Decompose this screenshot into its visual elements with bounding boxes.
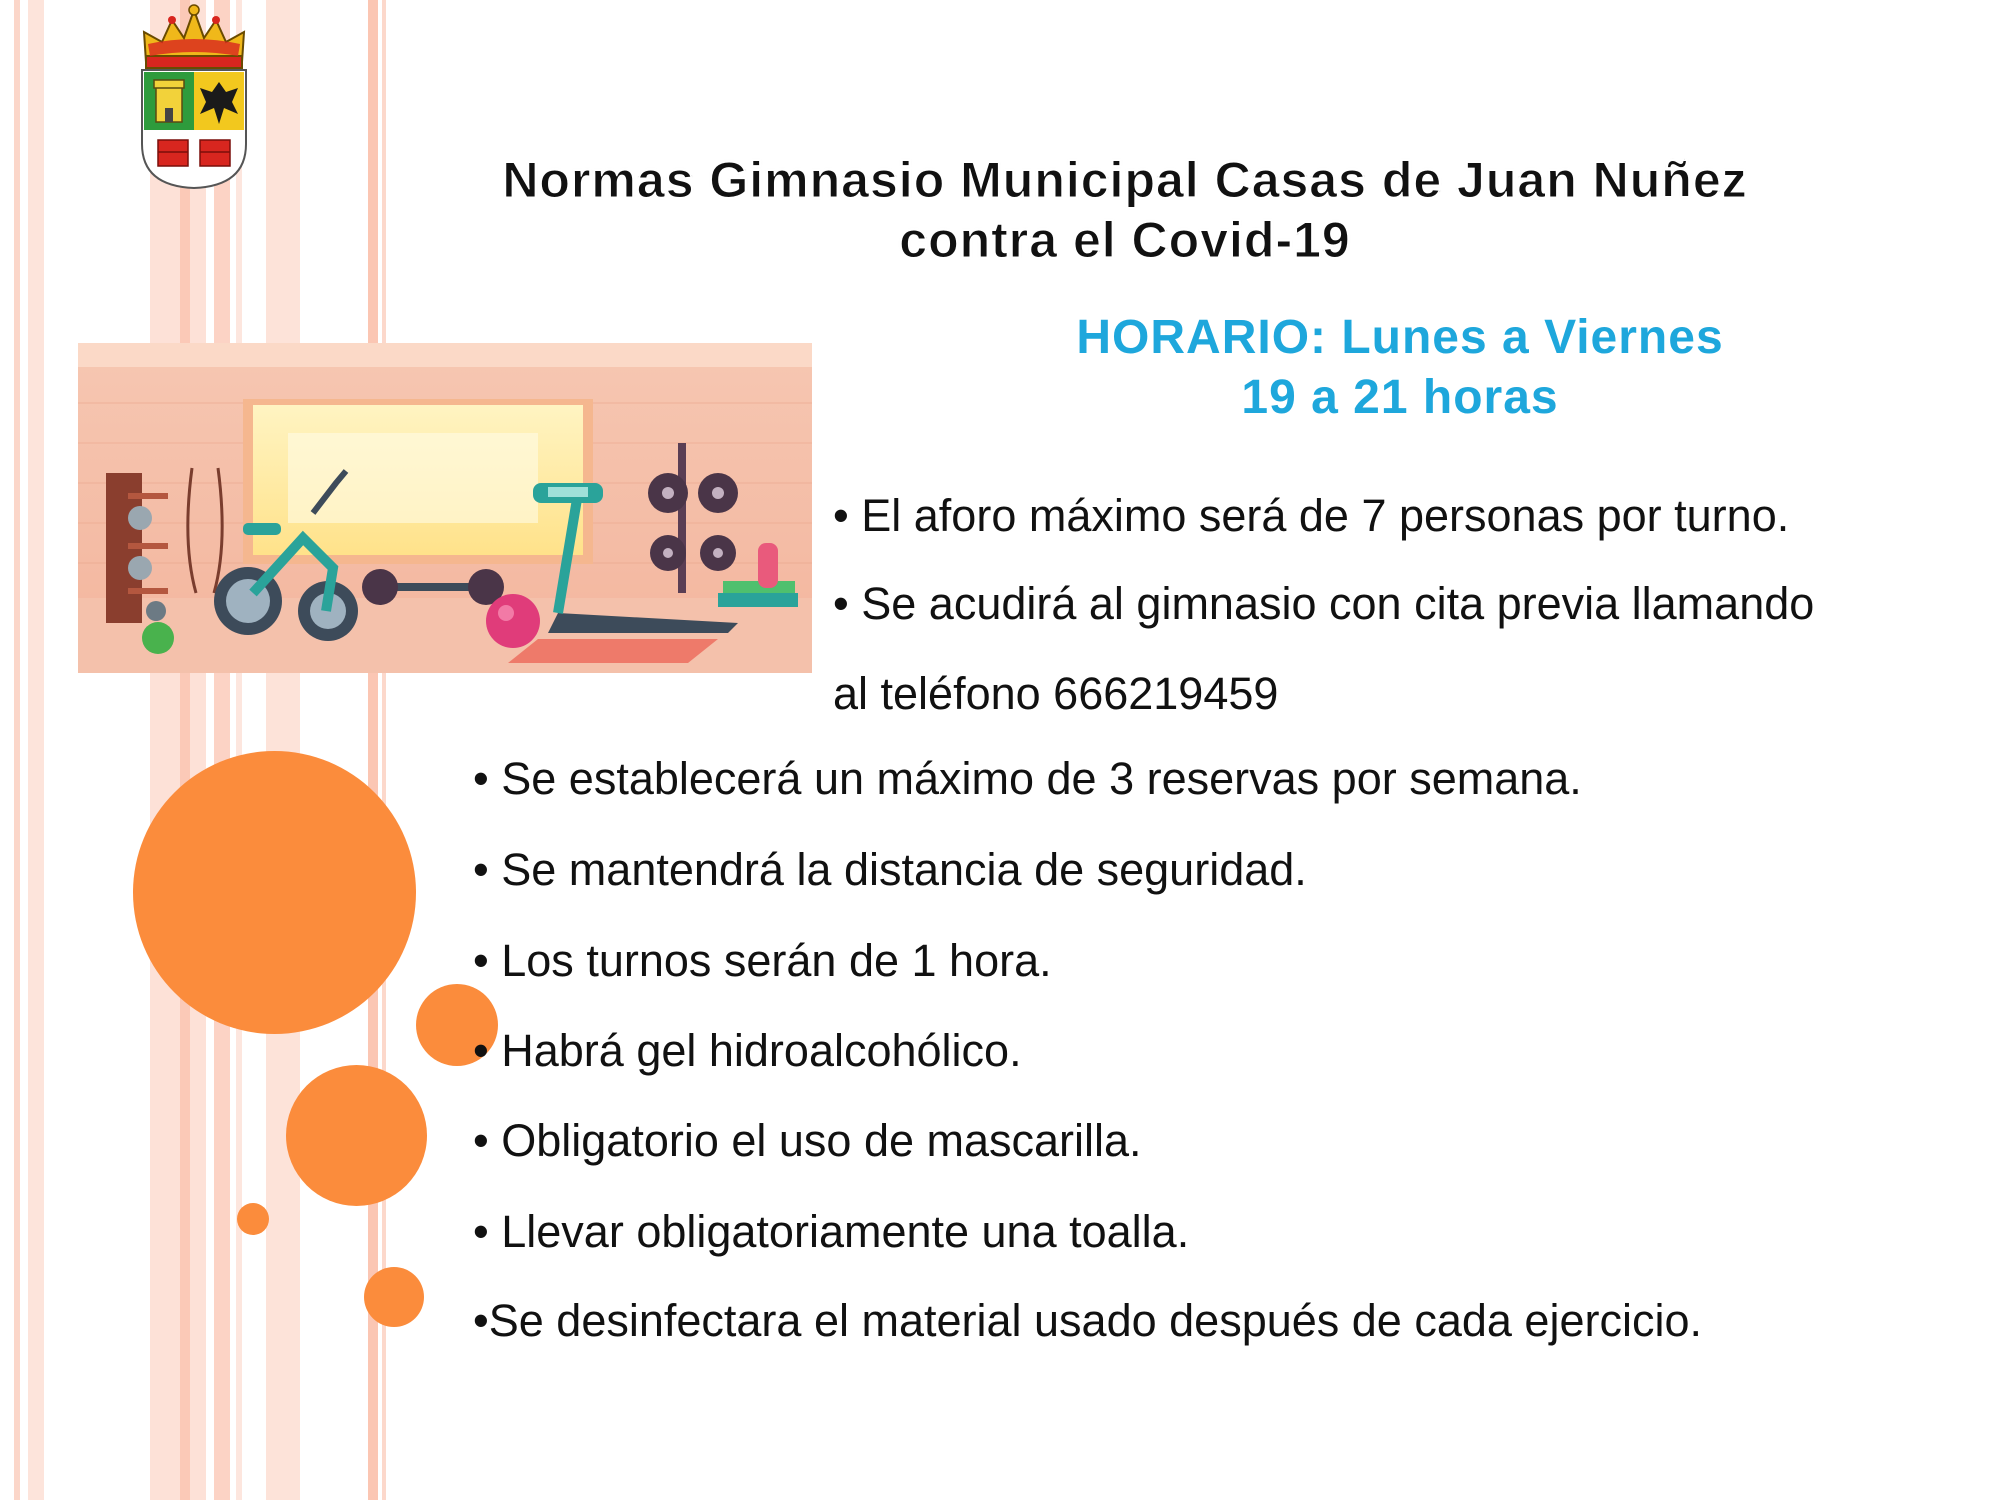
schedule-days: HORARIO: Lunes a Viernes — [1076, 311, 1724, 364]
decor-circle-small — [364, 1267, 424, 1327]
decor-stripe — [180, 0, 190, 1500]
rule-item-appointment: • Se acudirá al gimnasio con cita previa llamando — [833, 578, 1815, 629]
decor-stripe — [236, 0, 242, 1500]
decor-stripe — [266, 0, 300, 1500]
gym-illustration — [78, 343, 812, 673]
decor-stripe — [214, 0, 230, 1500]
schedule-heading — [990, 308, 1810, 428]
decor-stripe — [14, 0, 20, 1500]
rule-item-disinfect: •Se desinfectara el material usado después de cada ejercicio. — [473, 1295, 1702, 1346]
rule-item-distance: • Se mantendrá la distancia de seguridad. — [473, 844, 1307, 895]
title-line-1: Normas Gimnasio Municipal Casas de Juan Nuñez — [502, 152, 1748, 208]
schedule-hours: 19 a 21 horas — [1241, 371, 1559, 424]
decor-stripe — [28, 0, 44, 1500]
rule-item-reservations: • Se establecerá un máximo de 3 reservas por semana. — [473, 753, 1582, 804]
coat-of-arms-image — [138, 4, 250, 190]
page-title — [420, 150, 1830, 270]
rule-item-towel: • Llevar obligatoriamente una toalla. — [473, 1206, 1190, 1257]
decor-circle-large — [133, 751, 416, 1034]
decor-circle-medium — [286, 1065, 427, 1206]
decor-stripe — [150, 0, 206, 1500]
rule-item-gel: • Habrá gel hidroalcohólico. — [473, 1025, 1022, 1076]
rule-item-phone: al teléfono 666219459 — [833, 668, 1279, 719]
rule-item-turn-length: • Los turnos serán de 1 hora. — [473, 935, 1052, 986]
rule-item-capacity: • El aforo máximo será de 7 personas por turno. — [833, 490, 1790, 541]
title-line-2: contra el Covid-19 — [899, 212, 1351, 268]
decor-circle-tiny — [237, 1203, 269, 1235]
rule-item-mask: • Obligatorio el uso de mascarilla. — [473, 1115, 1142, 1166]
